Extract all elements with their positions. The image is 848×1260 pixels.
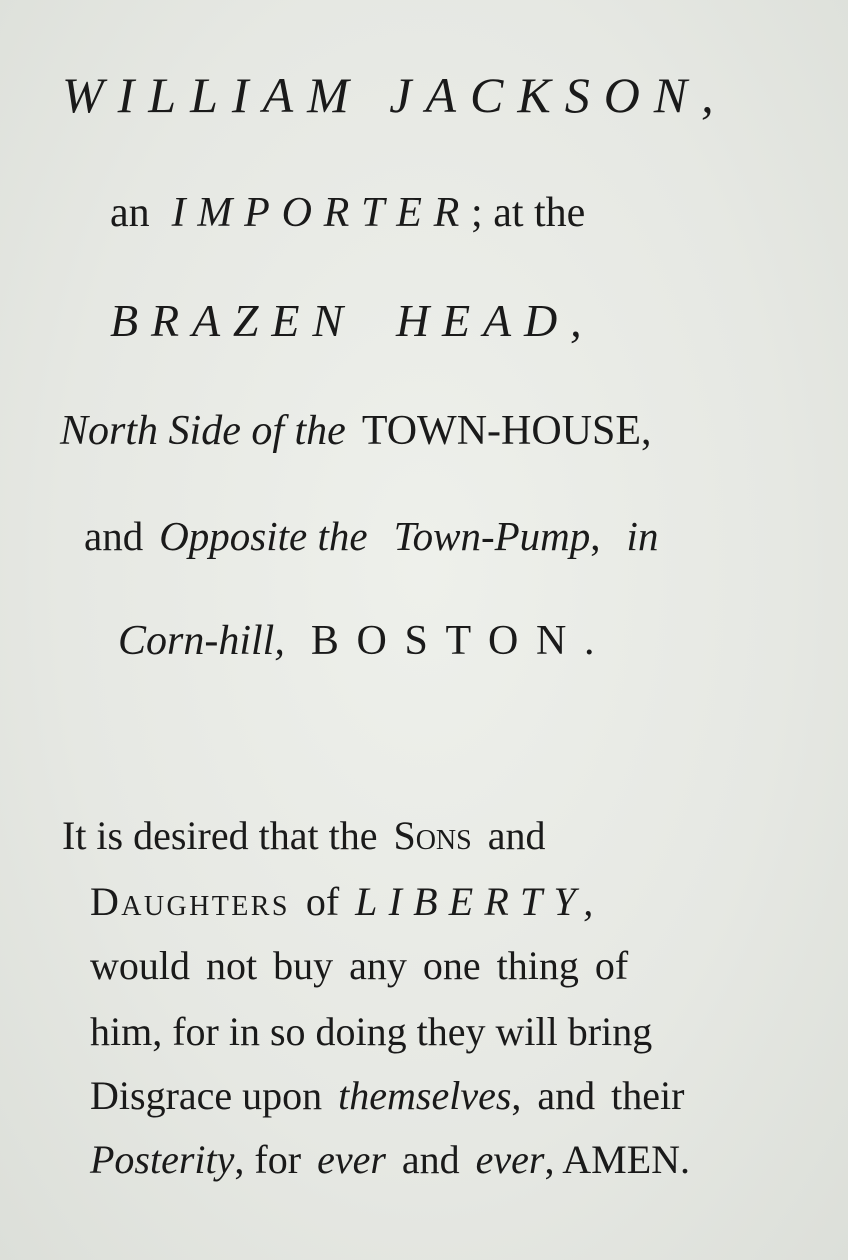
notice-line-6-mid2: and xyxy=(401,1137,460,1182)
notice-line-1-pre: It is desired that the xyxy=(62,813,378,858)
notice-line-4: him, for in so doing they will bring xyxy=(90,1009,653,1054)
shop-sign-word-2: HEAD, xyxy=(395,295,595,346)
city-line xyxy=(118,620,612,662)
liberty: LIBERTY, xyxy=(355,879,605,924)
notice-line-1-post: and xyxy=(487,813,546,858)
corn-hill: Corn-hill, xyxy=(118,618,285,664)
town-pump: Town-Pump xyxy=(393,513,591,559)
notice-line-3: would not buy any one thing of xyxy=(90,943,629,988)
opposite-pre: and xyxy=(84,513,144,559)
notice-line-2 xyxy=(90,879,605,924)
notice-line-1 xyxy=(62,813,546,858)
ever-2: ever xyxy=(475,1137,545,1182)
notice-line-6-mid1: , for xyxy=(234,1137,302,1182)
notice-line-6 xyxy=(90,1137,691,1182)
notice-line-5-post: , and their xyxy=(511,1073,685,1118)
importer-line-post: ; at the xyxy=(471,190,586,236)
themselves: themselves xyxy=(338,1073,512,1118)
amen: , AMEN. xyxy=(544,1137,691,1182)
opposite-line xyxy=(84,513,659,559)
importer-line xyxy=(110,192,585,234)
location-line xyxy=(60,410,652,452)
shop-sign-word-1: BRAZEN xyxy=(110,295,356,346)
importer-title: IMPORTER xyxy=(171,190,472,236)
notice-line-5 xyxy=(90,1073,685,1118)
daughters-smallcaps: Daughters xyxy=(90,879,290,924)
shop-sign-line xyxy=(110,295,595,346)
location-italic: North Side of the xyxy=(60,408,346,454)
ever-1: ever xyxy=(317,1137,386,1182)
merchant-name: WILLIAM JACKSON, xyxy=(62,67,728,123)
sons-smallcaps: Sons xyxy=(393,813,472,858)
notice-line-2-mid: of xyxy=(305,879,340,924)
opposite-in: in xyxy=(626,513,659,559)
town-pump-comma: , xyxy=(590,513,601,559)
town-house: TOWN-HOUSE, xyxy=(361,408,652,454)
opposite-italic: Opposite the xyxy=(159,513,368,559)
importer-line-pre: an xyxy=(110,190,150,236)
boston: BOSTON. xyxy=(310,618,613,664)
posterity: Posterity xyxy=(90,1137,235,1182)
notice-line-5-pre: Disgrace upon xyxy=(90,1073,323,1118)
